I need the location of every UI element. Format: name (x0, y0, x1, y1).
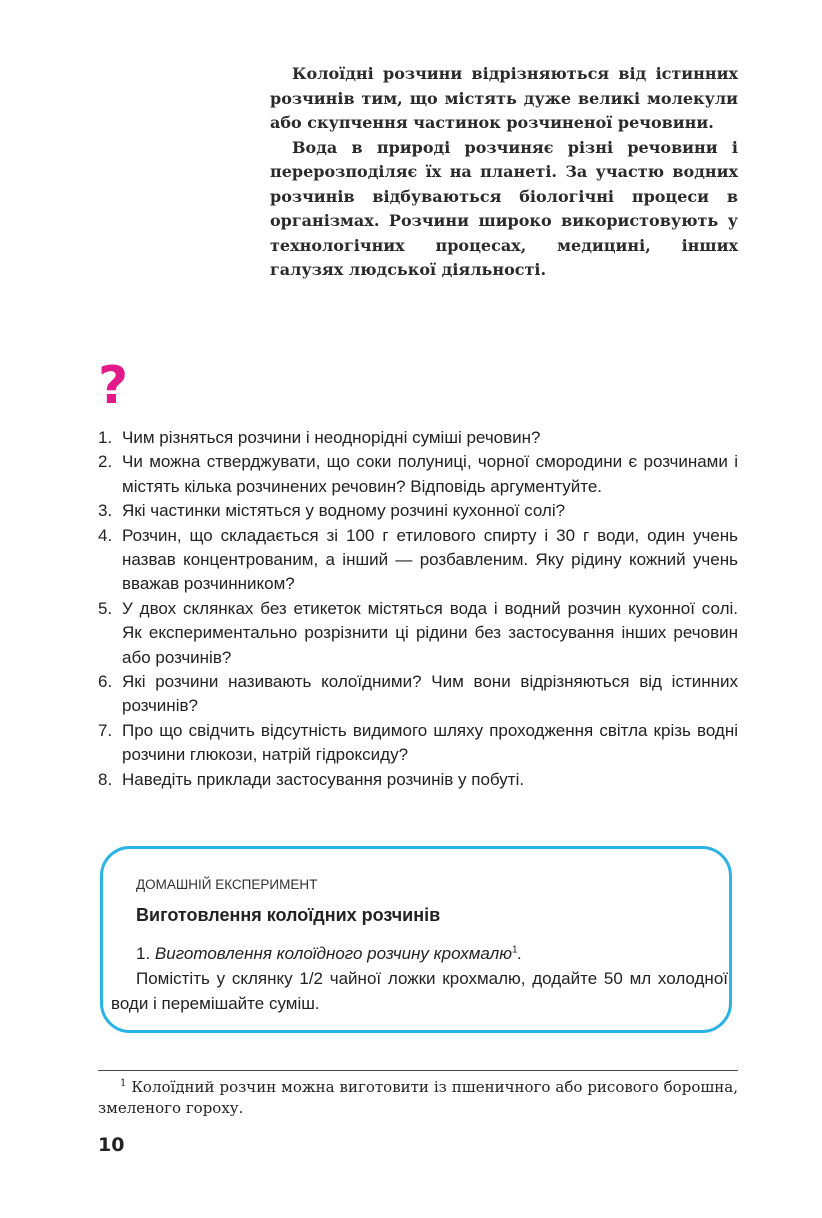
question-item (98, 450, 738, 499)
question-item (98, 768, 738, 792)
question-item (98, 670, 738, 719)
question-item (98, 597, 738, 670)
experiment-title: Виготовлення колоїдних розчинів (136, 905, 441, 925)
question-text: У двох склянках без етикеток містяться вода і водний розчин кухонної солі. Як експериментально розрізнити ці рідини без застосування інших речовин або розчинів? (122, 598, 738, 667)
question-text: Чи можна стверджувати, що соки полуниці, чорної смородини є розчинами і містять кілька розчинених речовин? Відповідь аргументуйте. (122, 452, 738, 496)
step-number: 1. (136, 944, 151, 963)
question-number: 5. (98, 598, 113, 618)
footnote-divider (98, 1070, 738, 1071)
question-number: 1. (98, 428, 113, 447)
question-item (98, 524, 738, 597)
question-mark-icon: ? (98, 356, 129, 416)
footnote (98, 1077, 738, 1119)
question-number: 3. (98, 501, 113, 521)
question-text: Які розчини називають колоїдними? Чим вони відрізняються від істинних розчинів? (122, 672, 738, 716)
question-item (98, 426, 738, 450)
footnote-text: Колоїдний розчин можна виготовити із пшеничного або рисового борошна, змеленого гороху. (98, 1078, 738, 1117)
step-end: . (517, 944, 523, 963)
questions-list (98, 426, 738, 792)
question-text: Які частинки містяться у водному розчині кухонної солі? (122, 501, 566, 521)
page-number: 10 (98, 1134, 125, 1156)
experiment-step (111, 941, 728, 966)
experiment-instruction: Помістіть у склянку 1/2 чайної ложки крохмалю, додайте 50 мл холодної води і перемішайте суміш. (111, 969, 728, 1013)
question-item (98, 719, 738, 768)
question-number: 4. (98, 525, 113, 545)
summary-paragraph-1: Колоїдні розчини відрізняються від істинних розчинів тим, що містять дуже великі молекули або скупчення частинок розчиненої речовини. (270, 64, 738, 132)
question-text: Про що свідчить відсутність видимого шляху проходження світла крізь водні розчини глюкози, натрій гідроксиду? (122, 720, 738, 765)
footnote-mark: 1 (120, 1078, 127, 1089)
question-text: Наведіть приклади застосування розчинів у побуті. (122, 769, 525, 789)
question-item (98, 499, 738, 523)
summary-paragraph-2: Вода в природі розчиняє різні речовини і перерозподіляє їх на планеті. За участю водних розчинів відбуваються біологічні процеси в організмах. Розчини широко використовують у технологічних процесах, медицині, інших галузях людської діяльності. (270, 137, 738, 279)
experiment-label: ДОМАШНІЙ ЕКСПЕРИМЕНТ (136, 877, 318, 892)
question-text: Чим різняться розчини і неоднорідні суміші речовин? (122, 428, 541, 447)
question-number: 2. (98, 452, 113, 472)
footnote-ref: 1 (512, 944, 518, 956)
question-text: Розчин, що складається зі 100 г етилового спирту і 30 г води, один учень назвав концентрованим, а інший — розбавленим. Яку рідину кожний учень вважав розчинником? (122, 525, 738, 594)
question-number: 6. (98, 672, 113, 692)
home-experiment-box (100, 846, 732, 1033)
question-number: 7. (98, 720, 113, 740)
step-title: Виготовлення колоїдного розчину крохмалю (154, 944, 513, 963)
experiment-body (111, 941, 728, 1016)
chapter-summary (270, 62, 738, 283)
question-number: 8. (98, 769, 113, 789)
